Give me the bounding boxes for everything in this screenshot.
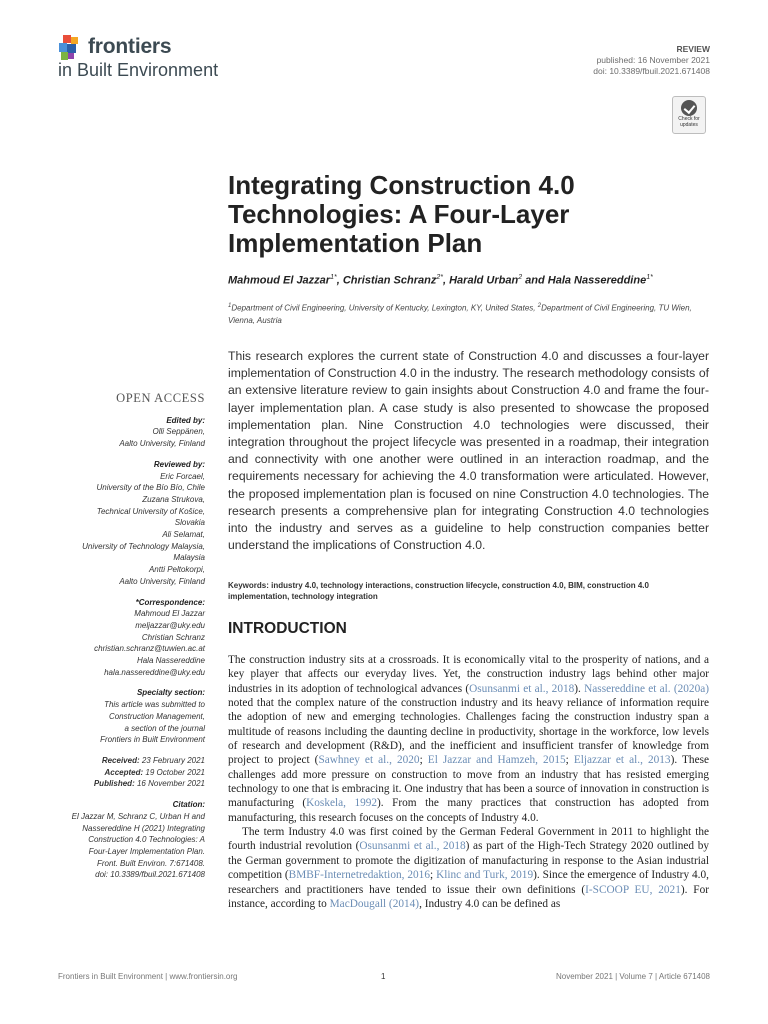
body-text-segment: ). — [574, 682, 585, 695]
body-text-segment: ). From the many practices that construction has adopted from manufacturing, this research focuses on the concepts of Industry 4.0. — [228, 797, 710, 824]
sidebar-line: Slovakia — [174, 518, 205, 528]
author-affiliation-marker: 1* — [646, 274, 653, 281]
body-text-segment: ; — [429, 869, 437, 882]
date-line — [30, 767, 205, 779]
sidebar-line: Hala Nassereddine — [136, 656, 205, 666]
citation-section — [30, 799, 205, 881]
sidebar-line: Aalto University, Finland — [119, 576, 205, 586]
body-paragraph — [228, 653, 709, 825]
footer-journal-link[interactable]: Frontiers in Built Environment | www.frontiersin.org — [58, 972, 238, 981]
citation-link[interactable]: Koskela, 1992 — [306, 797, 378, 810]
author-name[interactable]: Harald Urban — [449, 274, 519, 287]
doi-link[interactable]: doi: 10.3389/fbuil.2021.671408 — [593, 66, 710, 76]
date-line — [30, 755, 205, 767]
sidebar-line: Olli Seppänen, — [152, 427, 205, 437]
author-separator: , — [442, 274, 450, 287]
open-access-label: OPEN ACCESS — [116, 391, 205, 405]
citation-link[interactable]: Osunsanmi et al., 2018 — [359, 840, 466, 853]
check-for-updates-button[interactable] — [672, 96, 706, 134]
date-value: 16 November 2021 — [134, 779, 205, 789]
published-date: published: 16 November 2021 — [596, 55, 710, 65]
citation-link[interactable]: Osunsanmi et al., 2018 — [469, 682, 575, 695]
sidebar-line: Christian Schranz — [141, 632, 205, 642]
frontiers-logo-icon — [58, 34, 84, 62]
journal-brand-name: frontiers — [88, 35, 172, 58]
body-text-segment: ). For instance, according to — [228, 883, 709, 910]
sidebar-line: Technical University of Košice, — [96, 506, 205, 516]
section-label: Edited by: — [166, 415, 205, 425]
date-label: Published: — [93, 779, 135, 789]
section-label: Reviewed by: — [153, 459, 205, 469]
sidebar-line: University of Technology Malaysia, — [82, 541, 205, 551]
affiliation-marker: 2 — [537, 303, 542, 309]
author-affiliation-marker: 2 — [518, 274, 523, 281]
citation-link[interactable]: Klinc and Turk, 2019 — [436, 869, 534, 882]
correspondence-section — [30, 597, 205, 679]
author-affiliation-marker: 1* — [330, 274, 337, 281]
page-number: 1 — [381, 972, 386, 981]
sidebar-line: a section of the journal — [124, 723, 205, 733]
body-text-segment: ). These challenges add more pressure on construction to move from an industry that has resisted emerging technology to one that is embracing it. One industry that has been a source of innovation in construction is manufacturing ( — [228, 754, 709, 810]
citation-link[interactable]: MacDougall (2014) — [329, 897, 420, 910]
reviewed-by-section — [30, 459, 205, 588]
sidebar-line: Antti Peltokorpi, — [148, 565, 205, 575]
author-affiliation-marker: 2* — [436, 274, 443, 281]
body-text — [228, 653, 709, 911]
email-link[interactable]: meljazzar@uky.edu — [135, 620, 205, 630]
sidebar-line: Front. Built Environ. 7:671408. — [96, 858, 205, 868]
affiliations — [228, 300, 708, 327]
sidebar-line: doi: 10.3389/fbuil.2021.671408 — [95, 870, 205, 880]
affiliation-text: Department of Civil Engineering, TU Wien, Vienna, Austria — [228, 303, 692, 325]
email-link[interactable]: hala.nassereddine@uky.edu — [104, 667, 205, 677]
body-text-segment: ). Since the emergence of Industry 4.0, researchers and practitioners have tended to issue their own definitions ( — [228, 869, 709, 896]
sidebar-line: Mahmoud El Jazzar — [134, 609, 205, 619]
author-separator: and — [522, 274, 548, 287]
sidebar-line: Ali Selamat, — [162, 530, 205, 540]
journal-brand-subtitle: in Built Environment — [58, 60, 219, 80]
section-label: Specialty section: — [136, 688, 205, 698]
check-updates-icon — [681, 100, 697, 116]
author-name[interactable]: Mahmoud El Jazzar — [228, 274, 331, 287]
body-text-segment: ; — [419, 754, 428, 767]
edited-by-section — [30, 415, 205, 450]
sidebar-line: Four-Layer Implementation Plan. — [88, 846, 205, 856]
sidebar-line: Nassereddine H (2021) Integrating — [82, 823, 205, 833]
date-label: Accepted: — [104, 767, 144, 777]
email-link[interactable]: christian.schranz@tuwien.ac.at — [94, 644, 205, 654]
citation-link[interactable]: Nassereddine et al. (2020a) — [584, 682, 709, 695]
citation-link[interactable]: I-SCOOP EU, 2021 — [585, 883, 681, 896]
affiliation-text: Department of Civil Engineering, University of Kentucky, Lexington, KY, United States, — [231, 303, 538, 313]
dates-section — [30, 755, 205, 790]
body-text-segment: noted that the complex nature of the construction industry and its heavy reliance of information require the adoption of new and emerging technologies. Challenges facing the construction industry span a multitude of reasons including the daunting decline in productivity, shortage in the workforce, low levels of research and development (R&D), and the inefficient and insufficient transfer of knowledge from project to project ( — [228, 697, 709, 767]
abstract: This research explores the current state of Construction 4.0 and discusses a four-layer implementation of Construction 4.0 in the industry. The research methodology consists of an extensive literature review to gain insights about Construction 4.0 and frame the four-layer implementation plan. A case study is also presented to showcase the proposed implementation plan. Nine Construction 4.0 technologies were discussed, their integration throughout the project lifecycle was presented in a roadmap, their integration and connectivity with one another were outlined in an interaction roadmap, and the requirements necessary for achieving the 4.0 transformation were articulated. However, the proposed implementation plan is focused on nine Construction 4.0 technologies. The research presents a comprehensive plan for integrating Construction 4.0 technologies into the industry and serves as a guideline to help construction companies better understand the implications of Construction 4.0. — [228, 349, 709, 553]
sidebar-line: Zuzana Strukova, — [142, 494, 205, 504]
keywords: Keywords: industry 4.0, technology interactions, construction lifecycle, construction 4.0, BIM, construction 4.0 implementation, technology integration — [228, 581, 649, 601]
body-text-segment: The construction industry sits at a crossroads. It is economically vital to the prosperity of nations, and a key player that affects our everyday lives. Yet, the construction industry lags behind other major industries in its adoption of technological advances ( — [228, 654, 709, 695]
sidebar-line: El Jazzar M, Schranz C, Urban H and — [71, 811, 205, 821]
sidebar-line: Eric Forcael, — [160, 471, 205, 481]
author-separator: , — [336, 274, 343, 287]
section-label: Citation: — [172, 800, 205, 810]
body-paragraph — [228, 825, 709, 911]
author-list — [228, 274, 653, 287]
date-label: Received: — [101, 755, 140, 765]
sidebar-line: Malaysia — [173, 553, 205, 563]
sidebar-line: Frontiers in Built Environment — [100, 735, 205, 745]
citation-link[interactable]: Sawhney et al., 2020 — [318, 754, 420, 767]
citation-link[interactable]: El Jazzar and Hamzeh, 2015 — [427, 754, 566, 767]
affiliation-marker: 1 — [228, 303, 232, 309]
body-text-segment: The term Industry 4.0 was first coined by the German Federal Government in 2011 to highlight the fourth industrial revolution ( — [228, 826, 709, 853]
body-text-segment: ) as part of the High-Tech Strategy 2020 outlined by the German government to promote the digitization of manufacturing in response to the Asian industrial competition ( — [228, 840, 709, 882]
citation-link[interactable]: Eljazzar et al., 2013 — [573, 754, 671, 767]
date-value: 23 February 2021 — [139, 755, 205, 765]
check-updates-label: Check for updates — [678, 116, 700, 128]
sidebar-line: Aalto University, Finland — [119, 439, 205, 449]
footer-issue-info: November 2021 | Volume 7 | Article 671408 — [555, 972, 710, 981]
sidebar-line: University of the Bío Bío, Chile — [96, 483, 205, 493]
article-type: REVIEW — [676, 44, 710, 54]
date-line — [30, 778, 205, 790]
date-value: 19 October 2021 — [143, 767, 205, 777]
section-heading-introduction: INTRODUCTION — [228, 620, 347, 637]
author-name[interactable]: Hala Nassereddine — [547, 274, 647, 287]
section-label: *Correspondence: — [135, 597, 205, 607]
sidebar-line: Construction 4.0 Technologies: A — [88, 835, 205, 845]
sidebar-line: This article was submitted to — [104, 700, 205, 710]
article-info-sidebar — [30, 393, 205, 890]
body-text-segment: ; — [565, 754, 574, 767]
author-name[interactable]: Christian Schranz — [342, 274, 437, 287]
body-text-segment: , Industry 4.0 can be defined as — [419, 897, 561, 910]
citation-link[interactable]: BMBF-Internetredaktion, 2016 — [288, 869, 430, 882]
article-title: Integrating Construction 4.0 Technologies: A Four-Layer Implementation Plan — [228, 170, 575, 258]
sidebar-line: Construction Management, — [108, 711, 205, 721]
specialty-section — [30, 687, 205, 746]
